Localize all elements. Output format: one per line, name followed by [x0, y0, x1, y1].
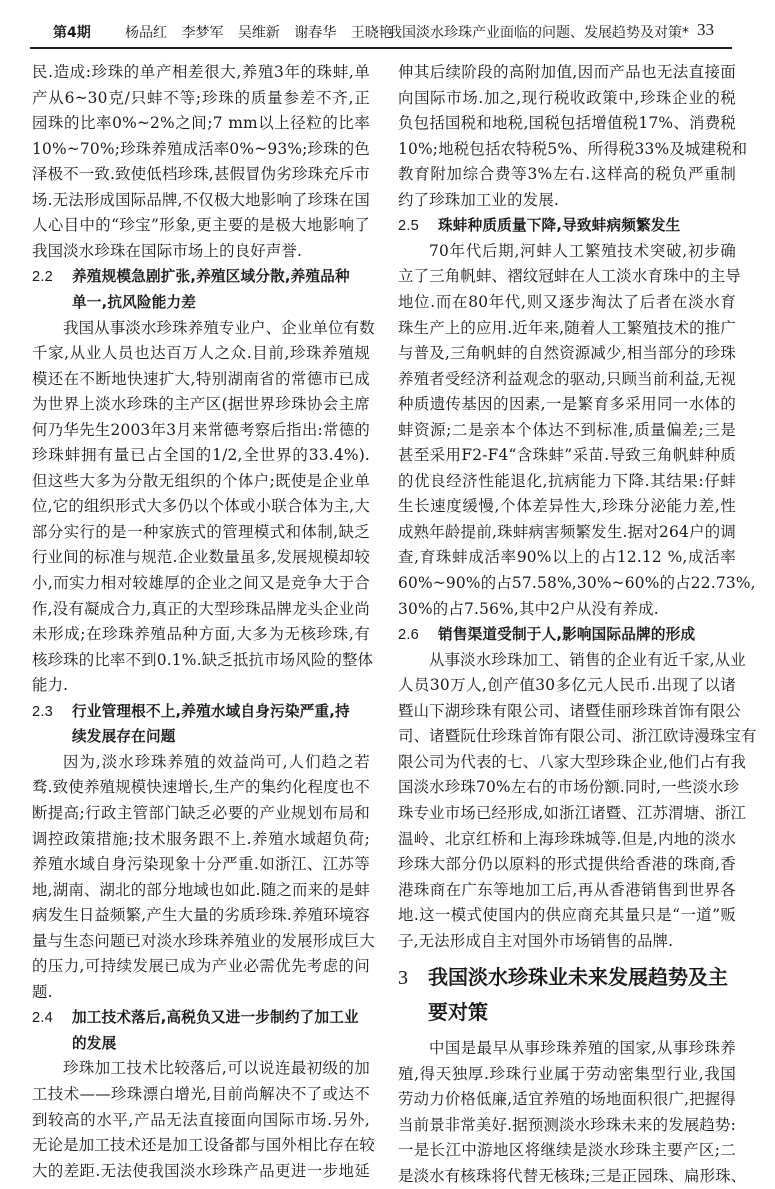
- text-line: 60%~90%的占57.58%,30%~60%的占22.73%,: [398, 574, 756, 592]
- text-line: 教育附加综合费等3%左右.这样高的税负严重制: [398, 165, 736, 184]
- text-line: 30%的占7.56%,其中2户从没有养成.: [398, 599, 659, 618]
- running-header: [0, 20, 775, 44]
- subsection-title: 销售渠道受制于人,影响国际品牌的形成: [438, 626, 696, 644]
- text-line: 的优良经济性能退化,抗病能力下降.其结果:仔蚌: [398, 471, 736, 490]
- text-line: 劳动力价格低廉,适宜养殖的场地面积很广,把握得: [398, 1090, 736, 1109]
- text-line: 种质遗传基因的因素,一是繁育多采用同一水体的: [398, 395, 736, 414]
- text-line: 因为,淡水珍珠养殖的效益尚可,人们趋之若: [63, 752, 370, 771]
- article-title: 我国淡水珍珠产业面临的问题、发展趋势及对策*: [388, 25, 689, 41]
- text-line: 甚至采用F2-F4“含珠蚌”采苗.导致三角帆蚌种质: [398, 446, 736, 465]
- subsection-heading-cont: [32, 1031, 370, 1056]
- text-line: 位,它的组织形式大多仍以个体或小联合体为主,大: [32, 497, 370, 516]
- text-line: 70年代后期,河蚌人工繁殖技术突破,初步确: [429, 241, 736, 260]
- text-line: 到较高的水平,产品无法直接面向国际市场.另外,: [32, 1110, 370, 1129]
- text-line: 核珍珠的比率不到0.1%.缺乏抵抗市场风险的整体: [32, 650, 374, 669]
- subsection-heading-cont: [32, 290, 370, 315]
- text-line: 我国淡水珍珠在国际市场上的良好声誉.: [32, 241, 303, 260]
- text-line: 立了三角帆蚌、褶纹冠蚌在人工淡水育珠中的主导: [398, 267, 741, 286]
- text-line: 人员30万人,创产值30多亿元人民币.出现了以诸: [398, 676, 736, 695]
- page-number: 33: [697, 20, 714, 39]
- text-line: 约了珍珠加工业的发展.: [398, 190, 559, 209]
- text-line: 题.: [32, 982, 53, 1001]
- text-line: 司、诸暨阮仕珍珠首饰有限公司、浙江欧诗漫珠宝有: [398, 727, 757, 746]
- text-line: 未形成;在珍珠养殖品种方面,大多为无核珍珠,有: [32, 625, 370, 644]
- text-line: 骛.致使养殖规模快速增长,生产的集约化程度也不: [32, 778, 370, 797]
- text-line: 无论是加工技术还是加工设备都与国外相比存在较: [32, 1136, 375, 1155]
- text-line: 模还在不断地快速扩大,特别湖南省的常德市已成: [32, 369, 370, 388]
- text-line: 从事淡水珍珠加工、销售的企业有近千家,从业: [429, 650, 746, 669]
- text-line: 的压力,可持续发展已成为产业必需优先考虑的问: [32, 957, 370, 976]
- text-line: 蚌资源;二是亲本个体达不到标准,质量偏差;三是: [398, 420, 736, 439]
- text-line: 10%;地税包括农特税5%、所得税33%及城建税和: [398, 139, 748, 158]
- text-line: 部分实行的是一种家族式的管理模式和体制,缺乏: [32, 522, 370, 541]
- subsection-heading: [32, 699, 370, 724]
- text-line: 珍珠大部分仍以原料的形式提供给香港的珠商,香: [398, 855, 736, 874]
- subsection-title: 续发展存在问题: [72, 728, 176, 746]
- text-line: 我国从事淡水珍珠养殖专业户、企业单位有数: [63, 318, 375, 337]
- text-line: 调控政策措施;技术服务跟不上.养殖水域超负荷;: [32, 829, 370, 848]
- subsection-number: 2.3: [32, 703, 53, 720]
- subsection-heading: [398, 622, 736, 647]
- text-line: 断提高;行政主管部门缺乏必要的产业规划布局和: [32, 803, 370, 822]
- text-line: 小,而实力相对较雄厚的企业之间又是竞争大于合: [32, 574, 370, 592]
- subsection-title: 单一,抗风险能力差: [72, 293, 197, 311]
- subsection-number: 2.4: [32, 1010, 53, 1027]
- text-line: 地.这一模式使国内的供应商充其量只是“一道”贩: [398, 906, 736, 925]
- subsection-number: 2.5: [398, 218, 419, 235]
- subsection-number: 2.6: [398, 627, 419, 644]
- text-line: 当前景非常美好.据预测淡水珍珠未来的发展趋势:: [398, 1115, 736, 1134]
- text-line: 10%~70%;珍珠养殖成活率0%~93%;珍珠的色: [32, 139, 370, 158]
- text-line: 千家,从业人员也达百万人之众.目前,珍珠养殖规: [32, 344, 370, 363]
- text-line: 民.造成:珍珠的单产相差很大,养殖3年的珠蚌,单: [32, 63, 370, 81]
- text-line: 向国际市场.加之,现行税收政策中,珍珠企业的税: [398, 88, 736, 107]
- text-line: 能力.: [32, 676, 69, 695]
- text-line: 伸其后续阶段的高附加值,因而产品也无法直接面: [398, 63, 736, 81]
- text-line: 园珠的比率0%~2%之间;7 mm以上径粒的比率: [32, 114, 370, 133]
- text-line: 珍珠蚌拥有量已占全国的1/2,全世界的33.4%).: [32, 446, 370, 465]
- text-line: 殖,得天独厚.珍珠行业属于劳动密集型行业,我国: [398, 1064, 736, 1083]
- subsection-title: 的发展: [72, 1034, 117, 1052]
- text-line: 量与生态问题已对淡水珍珠养殖业的发展形成巨大: [32, 931, 375, 950]
- subsection-title: 行业管理根不上,养殖水域自身污染严重,持: [72, 702, 350, 720]
- text-line: 养殖者受经济利益观念的驱动,只顾当前利益,无视: [398, 369, 736, 388]
- subsection-title: 加工技术落后,高税负又进一步制约了加工业: [72, 1009, 359, 1027]
- text-line: 作,没有凝成合力,真正的大型珍珠品牌龙头企业尚: [32, 599, 370, 618]
- issue-number: 第4期: [53, 25, 91, 41]
- text-line: 行业间的标准与规范.企业数量虽多,发展规模却较: [32, 548, 370, 567]
- text-line: 产从6~30克/只蚌不等;珍珠的质量参差不齐,正: [32, 88, 370, 107]
- section-number: 3: [398, 967, 408, 990]
- text-line: 负包括国税和地税,国税包括增值税17%、消费税: [398, 114, 736, 133]
- section-3-heading-line-1: [398, 960, 738, 995]
- section-3-heading: [398, 960, 738, 1029]
- text-line: 国淡水珍珠70%左右的市场份额.同时,一些淡水珍: [398, 778, 740, 797]
- subsection-heading: [32, 264, 370, 289]
- subsection-title: 养殖规模急剧扩张,养殖区域分散,养殖品种: [72, 268, 350, 286]
- text-line: 子,无法形成自主对国外市场销售的品牌.: [398, 931, 674, 950]
- text-line: 一是长江中游地区将继续是淡水珍珠主要产区;二: [398, 1141, 736, 1160]
- text-line: 地,湖南、湖北的部分地域也如此.随之而来的是蚌: [32, 880, 370, 899]
- text-line: 珠生产上的应用.近年来,随着人工繁殖技术的推广: [398, 318, 736, 337]
- section-title: 我国淡水珍珠业未来发展趋势及主: [428, 965, 728, 990]
- text-line: 地位.而在80年代,则又逐步淘汰了后者在淡水育: [398, 292, 736, 311]
- text-line: 珠专业市场已经形成,如浙江诸暨、江苏渭塘、浙江: [398, 803, 747, 822]
- text-line: 与普及,三角帆蚌的自然资源减少,相当部分的珍珠: [398, 344, 736, 363]
- text-line: 泽极不一致.致使低档珍珠,甚假冒伪劣珍珠充斥市: [32, 165, 370, 184]
- text-line: 珍珠加工技术比较落后,可以说连最初级的加: [63, 1059, 370, 1078]
- subsection-title: 珠蚌种质质量下降,导致蚌病频繁发生: [438, 217, 681, 235]
- author-list: 杨品红 李梦军 吴维新 谢春华 王晓艳: [125, 25, 393, 41]
- text-line: 人心目中的“珍宝”形象,更主要的是极大地影响了: [32, 216, 370, 235]
- header-rule: [30, 47, 732, 49]
- text-line: 生长速度缓慢,个体差异性大,珍珠分泌能力差,性: [398, 497, 736, 516]
- text-line: 大的差距.无法使我国淡水珍珠产品更进一步地延: [32, 1161, 370, 1180]
- section-3-heading-line-2: 要对策: [428, 1000, 488, 1025]
- text-line: 温岭、北京红桥和上海珍珠城等.但是,内地的淡水: [398, 829, 736, 848]
- text-line: 查,育珠蚌成活率90%以上的占12.12 %,成活率: [398, 548, 736, 567]
- text-line: 限公司为代表的七、八家大型珍珠企业,他们占有我: [398, 752, 747, 771]
- text-line: 中国是最早从事珍珠养殖的国家,从事珍珠养: [429, 1039, 736, 1058]
- text-line: 病发生日益频繁,产生大量的劣质珍珠.养殖环境容: [32, 906, 370, 925]
- subsection-heading: [398, 213, 736, 238]
- text-line: 但这些大多为分散无组织的个体户;既使是企业单: [32, 471, 370, 490]
- subsection-heading: [32, 1005, 370, 1030]
- text-line: 何乃华先生2003年3月来常德考察后指出:常德的: [32, 420, 370, 439]
- text-line: 工技术——珍珠漂白增光,目前尚解决不了或达不: [32, 1085, 370, 1103]
- subsection-heading-cont: [32, 724, 370, 749]
- text-line: 养殖水域自身污染现象十分严重.如浙江、江苏等: [32, 855, 370, 874]
- text-line: 暨山下湖珍珠有限公司、诸暨佳丽珍珠首饰有限公: [398, 701, 741, 720]
- text-line: 是淡水有核珠将代替无核珠;三是正园珠、扁形珠、: [398, 1167, 747, 1185]
- text-line: 为世界上淡水珍珠的主产区(据世界珍珠协会主席: [32, 395, 370, 414]
- text-line: 场.无法形成国际品牌,不仅极大地影响了珍珠在国: [32, 190, 370, 209]
- text-line: 成熟年龄提前,珠蚌病害频繁发生.据对264户的调: [398, 522, 736, 541]
- subsection-number: 2.2: [32, 269, 53, 286]
- text-line: 港珠商在广东等地加工后,再从香港销售到世界各: [398, 880, 736, 899]
